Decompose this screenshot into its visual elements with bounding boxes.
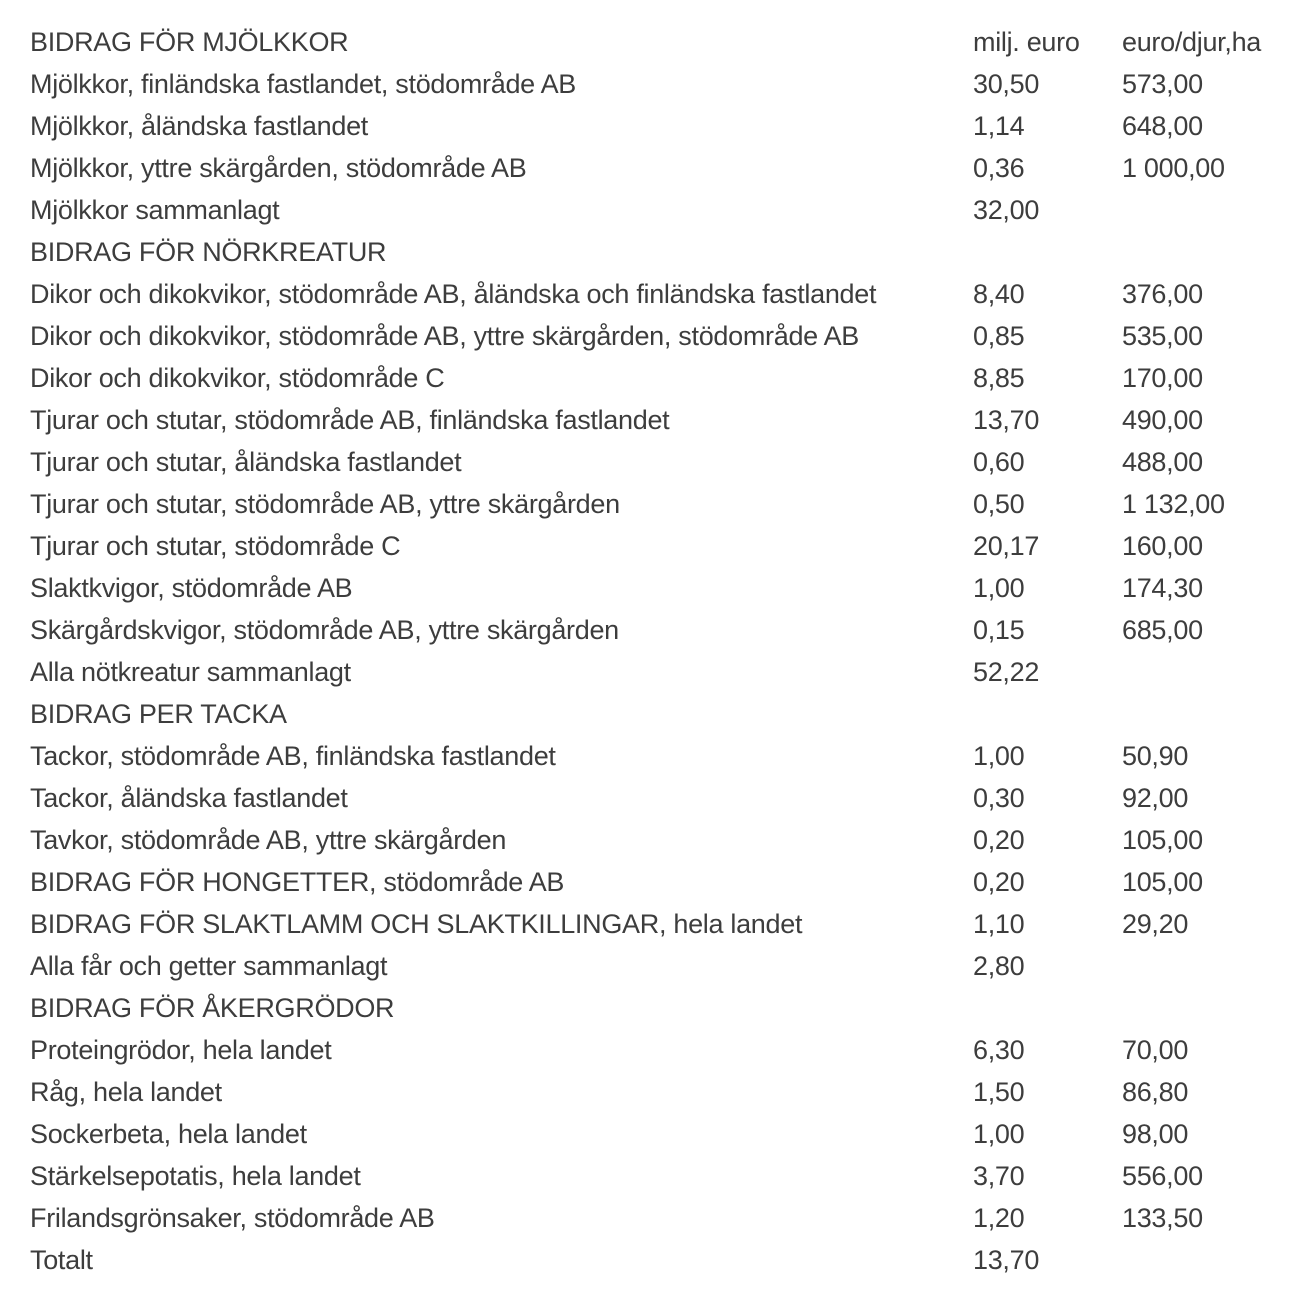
- table-row: [30, 777, 1310, 819]
- table-row: [30, 903, 1310, 945]
- row-value-milj-euro: 1,00: [973, 572, 1025, 603]
- row-label: Alla nötkreatur sammanlagt: [30, 656, 351, 687]
- table-row: [30, 567, 1310, 609]
- row-label: Totalt: [30, 1244, 93, 1275]
- row-value-milj-euro: 30,50: [973, 68, 1040, 99]
- table-row: [30, 315, 1310, 357]
- row-label: BIDRAG FÖR HONGETTER, stödområde AB: [30, 866, 565, 897]
- table-row: [30, 1197, 1310, 1239]
- row-value-milj-euro: 52,22: [973, 656, 1040, 687]
- row-value-milj-euro: 0,50: [973, 488, 1025, 519]
- row-label: Dikor och dikokvikor, stödområde AB, yttre skärgården, stödområde AB: [30, 320, 860, 351]
- row-value-euro-per-djur-ha: 1 000,00: [1122, 152, 1225, 183]
- row-value-euro-per-djur-ha: 648,00: [1122, 110, 1203, 141]
- table-row: [30, 1071, 1310, 1113]
- row-label: Tjurar och stutar, stödområde AB, finländska fastlandet: [30, 404, 670, 435]
- row-value-euro-per-djur-ha: 86,80: [1122, 1076, 1189, 1107]
- row-label: Alla får och getter sammanlagt: [30, 950, 388, 981]
- row-label: Tackor, åländska fastlandet: [30, 782, 348, 813]
- row-value-milj-euro: 0,15: [973, 614, 1025, 645]
- row-value-euro-per-djur-ha: 160,00: [1122, 530, 1203, 561]
- row-value-euro-per-djur-ha: 376,00: [1122, 278, 1203, 309]
- row-label: Stärkelsepotatis, hela landet: [30, 1160, 361, 1191]
- table-row: [30, 63, 1310, 105]
- row-label: BIDRAG PER TACKA: [30, 698, 287, 729]
- row-value-euro-per-djur-ha: 29,20: [1122, 908, 1189, 939]
- row-value-milj-euro: 13,70: [973, 404, 1040, 435]
- row-label: Dikor och dikokvikor, stödområde AB, åländska och finländska fastlandet: [30, 278, 877, 309]
- table-row: [30, 819, 1310, 861]
- row-value-euro-per-djur-ha: 105,00: [1122, 866, 1203, 897]
- row-value-milj-euro: 13,70: [973, 1244, 1040, 1275]
- row-label: Proteingrödor, hela landet: [30, 1034, 332, 1065]
- row-value-milj-euro: 20,17: [973, 530, 1040, 561]
- row-value-milj-euro: 1,10: [973, 908, 1025, 939]
- table-row: [30, 1029, 1310, 1071]
- table-row: [30, 105, 1310, 147]
- row-label: Tjurar och stutar, åländska fastlandet: [30, 446, 462, 477]
- row-label: Mjölkkor sammanlagt: [30, 194, 280, 225]
- row-value-milj-euro: 6,30: [973, 1034, 1025, 1065]
- table-row: [30, 945, 1310, 987]
- row-value-milj-euro: 1,00: [973, 740, 1025, 771]
- row-value-euro-per-djur-ha: 1 132,00: [1122, 488, 1225, 519]
- table-row: [30, 525, 1310, 567]
- row-label: BIDRAG FÖR ÅKERGRÖDOR: [30, 992, 395, 1023]
- row-label: BIDRAG FÖR NÖRKREATUR: [30, 236, 387, 267]
- table-row: [30, 693, 1310, 735]
- row-value-milj-euro: 1,50: [973, 1076, 1025, 1107]
- table-row: [30, 483, 1310, 525]
- row-label: Mjölkkor, yttre skärgården, stödområde AB: [30, 152, 527, 183]
- row-label: Tackor, stödområde AB, finländska fastlandet: [30, 740, 556, 771]
- row-label: Mjölkkor, åländska fastlandet: [30, 110, 368, 141]
- row-value-euro-per-djur-ha: 490,00: [1122, 404, 1203, 435]
- table-row: [30, 147, 1310, 189]
- row-value-milj-euro: 1,20: [973, 1202, 1025, 1233]
- row-value-euro-per-djur-ha: 174,30: [1122, 572, 1203, 603]
- row-value-euro-per-djur-ha: 685,00: [1122, 614, 1203, 645]
- table-header-row: [30, 21, 1310, 63]
- row-label: Mjölkkor, finländska fastlandet, stödområde AB: [30, 68, 577, 99]
- row-label: BIDRAG FÖR MJÖLKKOR: [30, 26, 349, 57]
- row-label: Tjurar och stutar, stödområde C: [30, 530, 401, 561]
- table-row: [30, 189, 1310, 231]
- table-row: [30, 357, 1310, 399]
- row-value-euro-per-djur-ha: 556,00: [1122, 1160, 1203, 1191]
- row-label: Tavkor, stödområde AB, yttre skärgården: [30, 824, 507, 855]
- row-value-euro-per-djur-ha: 535,00: [1122, 320, 1203, 351]
- row-label: BIDRAG FÖR SLAKTLAMM OCH SLAKTKILLINGAR, hela landet: [30, 908, 803, 939]
- row-value-milj-euro: 1,00: [973, 1118, 1025, 1149]
- row-label: Tjurar och stutar, stödområde AB, yttre skärgården: [30, 488, 620, 519]
- table-row: [30, 1155, 1310, 1197]
- row-value-euro-per-djur-ha: 170,00: [1122, 362, 1203, 393]
- row-value-milj-euro: 8,40: [973, 278, 1025, 309]
- row-value-euro-per-djur-ha: 50,90: [1122, 740, 1189, 771]
- row-value-euro-per-djur-ha: 98,00: [1122, 1118, 1189, 1149]
- row-value-milj-euro: 0,30: [973, 782, 1025, 813]
- row-value-milj-euro: 0,60: [973, 446, 1025, 477]
- row-value-euro-per-djur-ha: euro/djur,ha: [1122, 26, 1262, 57]
- row-label: Frilandsgrönsaker, stödområde AB: [30, 1202, 435, 1233]
- row-value-milj-euro: 3,70: [973, 1160, 1025, 1191]
- row-value-euro-per-djur-ha: 573,00: [1122, 68, 1203, 99]
- row-value-euro-per-djur-ha: 488,00: [1122, 446, 1203, 477]
- table-row: [30, 1113, 1310, 1155]
- table-row: [30, 861, 1310, 903]
- row-value-milj-euro: 32,00: [973, 194, 1040, 225]
- row-label: Skärgårdskvigor, stödområde AB, yttre skärgården: [30, 614, 619, 645]
- table-row: [30, 735, 1310, 777]
- row-value-milj-euro: 0,20: [973, 866, 1025, 897]
- table-row: [30, 609, 1310, 651]
- table-row: [30, 441, 1310, 483]
- row-value-milj-euro: 8,85: [973, 362, 1025, 393]
- row-value-milj-euro: 2,80: [973, 950, 1025, 981]
- table-row: [30, 231, 1310, 273]
- table-row: [30, 273, 1310, 315]
- row-value-euro-per-djur-ha: 105,00: [1122, 824, 1203, 855]
- row-label: Dikor och dikokvikor, stödområde C: [30, 362, 445, 393]
- row-label: Slaktkvigor, stödområde AB: [30, 572, 353, 603]
- row-value-milj-euro: 0,20: [973, 824, 1025, 855]
- row-label: Råg, hela landet: [30, 1076, 222, 1107]
- table-row: [30, 651, 1310, 693]
- row-value-milj-euro: 0,36: [973, 152, 1025, 183]
- table-row: [30, 1239, 1310, 1281]
- row-value-euro-per-djur-ha: 92,00: [1122, 782, 1189, 813]
- row-value-euro-per-djur-ha: 70,00: [1122, 1034, 1189, 1065]
- row-label: Sockerbeta, hela landet: [30, 1118, 307, 1149]
- row-value-milj-euro: 1,14: [973, 110, 1025, 141]
- row-value-euro-per-djur-ha: 133,50: [1122, 1202, 1203, 1233]
- table-row: [30, 399, 1310, 441]
- table-row: [30, 987, 1310, 1029]
- row-value-milj-euro: 0,85: [973, 320, 1025, 351]
- row-value-milj-euro: milj. euro: [973, 26, 1080, 57]
